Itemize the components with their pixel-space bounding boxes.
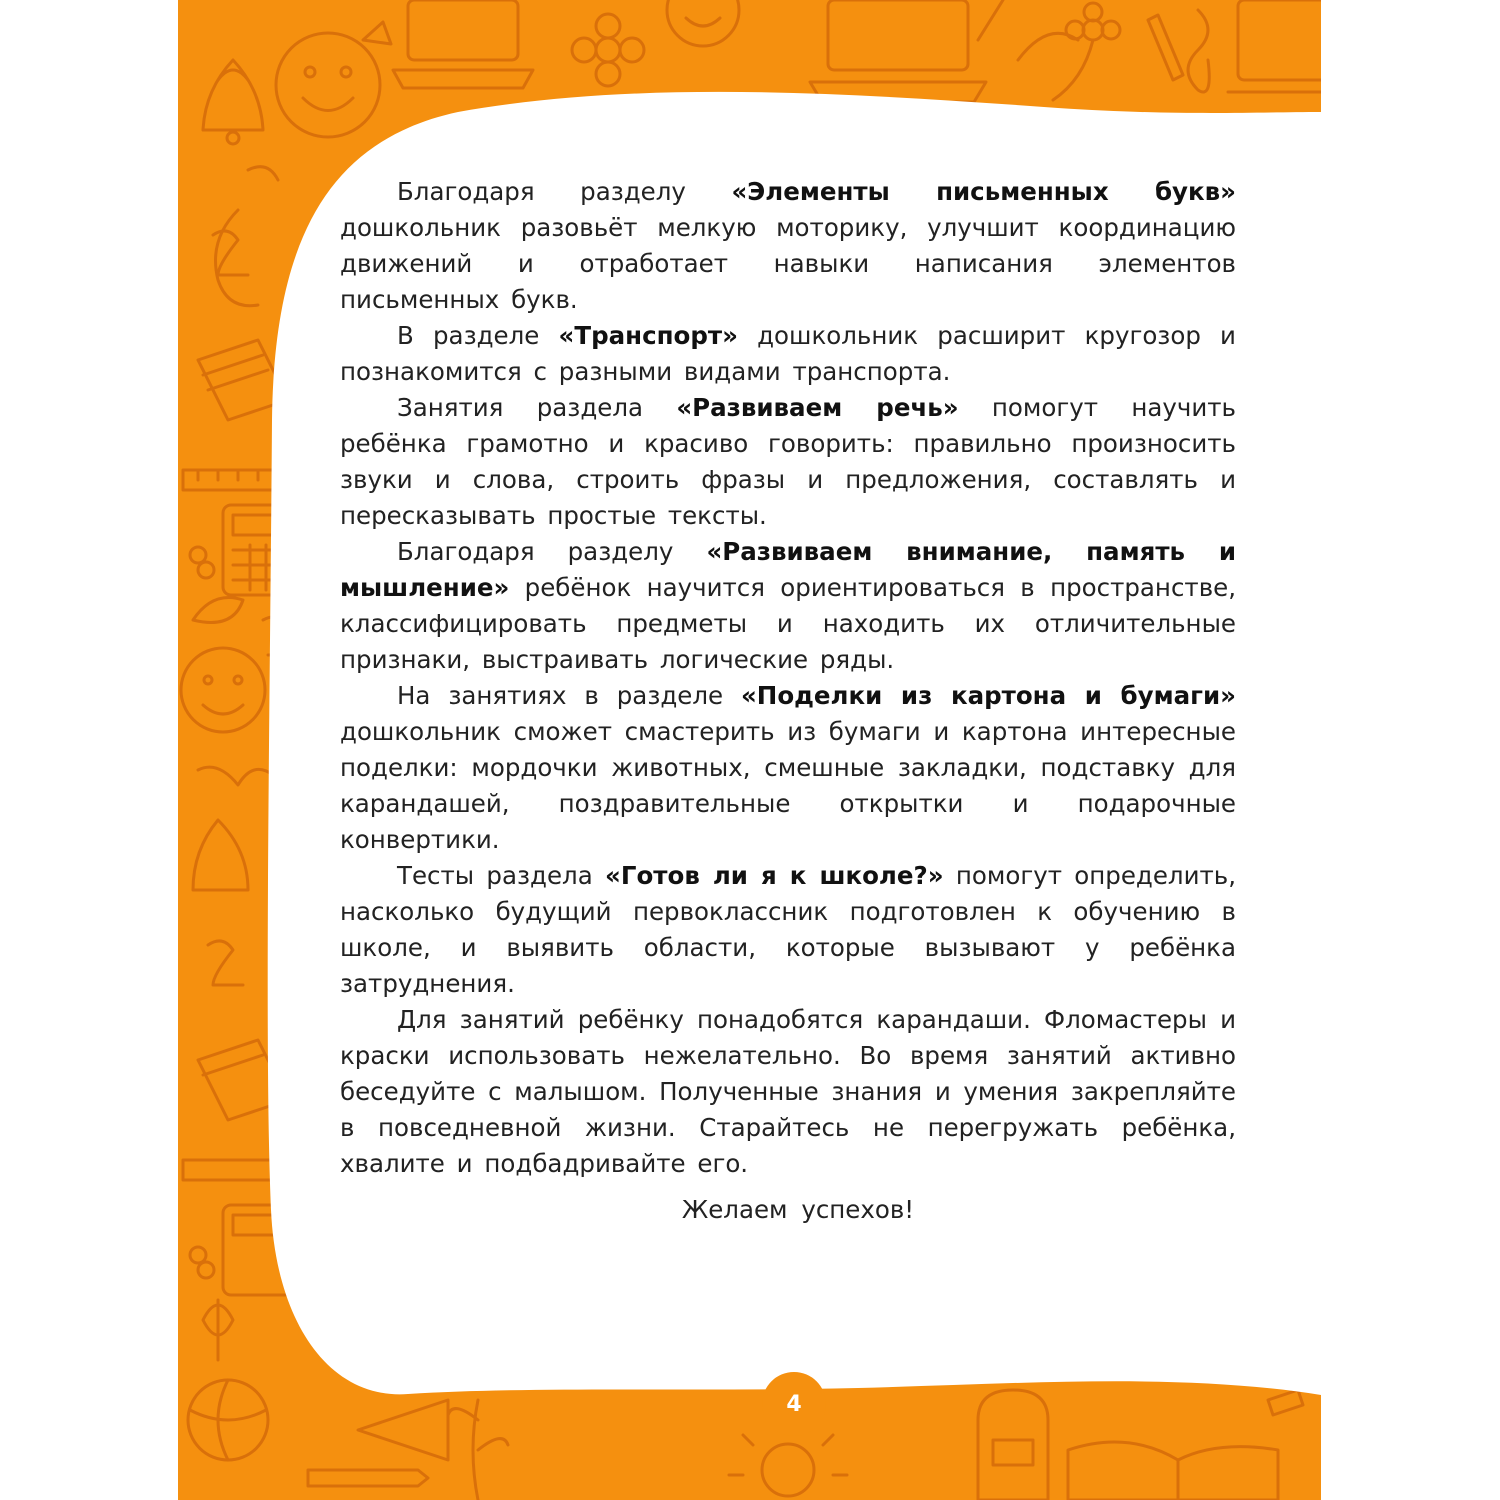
document-body [340,174,1236,1228]
paragraph: В разделе «Транспорт» дошкольник расширит кругозор и познакомится с разными видами транспорта. [340,321,1236,386]
paragraph: Тесты раздела «Готов ли я к школе?» помогут определить, насколько будущий первоклассник подготовлен к обучению в школе, и выявить области, которые вызывают у ребёнка затруднения. [340,861,1236,998]
closing-line: Желаем успехов! [681,1195,915,1224]
paragraph: Благодаря разделу «Элементы письменных букв» дошкольник разовьёт мелкую моторику, улучшит координацию движений и отработает навыки написания элементов письменных букв. [340,177,1236,314]
paragraph: Благодаря разделу «Развиваем внимание, память и мышление» ребёнок научится ориентироваться в пространстве, классифицировать предметы и находить их отличительные признаки, выстраивать логические ряды. [340,537,1236,674]
paragraph: На занятиях в разделе «Поделки из картона и бумаги» дошкольник сможет смастерить из бумаги и картона интересные поделки: мордочки животных, смешные закладки, подставку для карандашей, поздравительные открытки и подарочные конвертики. [340,681,1236,854]
book-page [178,0,1321,1500]
paragraph: Занятия раздела «Развиваем речь» помогут научить ребёнка грамотно и красиво говорить: правильно произносить звуки и слова, строить фразы и предложения, составлять и пересказывать простые тексты. [340,393,1236,530]
page-number: 4 [762,1372,826,1436]
paragraph: Для занятий ребёнку понадобятся карандаши. Фломастеры и краски использовать нежелательно. Во время занятий активно беседуйте с малышом. Полученные знания и умения закрепляйте в повседневной жизни. Старайтесь не перегружать ребёнка, хвалите и подбадривайте его. [340,1005,1236,1178]
